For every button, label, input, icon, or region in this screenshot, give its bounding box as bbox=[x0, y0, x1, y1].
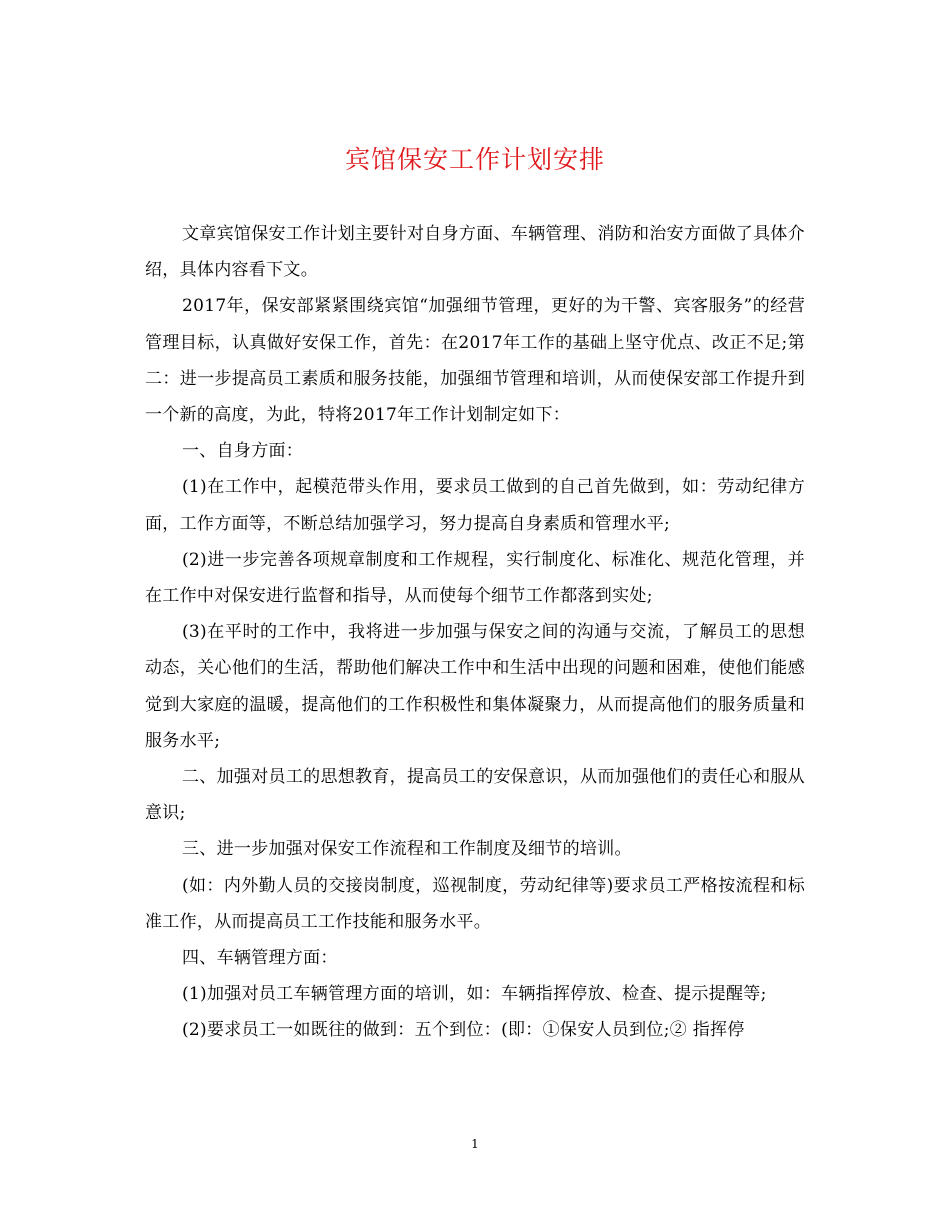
paragraph-self-1: (1)在工作中，起模范带头作用，要求员工做到的自己首先做到，如：劳动纪律方面，工作方面等，不断总结加强学习，努力提高自身素质和管理水平; bbox=[145, 477, 805, 534]
paragraph-training: 三、进一步加强对保安工作流程和工作制度及细节的培训。 bbox=[182, 839, 632, 860]
page-number: 1 bbox=[471, 1137, 479, 1151]
paragraph-intro: 文章宾馆保安工作计划主要针对自身方面、车辆管理、消防和治安方面做了具体介绍，具体内容看下文。 bbox=[145, 224, 805, 281]
document-body bbox=[145, 216, 805, 1049]
paragraph-goals: 2017年，保安部紧紧围绕宾馆“加强细节管理，更好的为干警、宾客服务”的经营管理目标，认真做好安保工作，首先：在2017年工作的基础上坚守优点、改正不足;第二：进一步提高员工素质和服务技能，加强细节管理和培训，从而使保安部工作提升到一个新的高度，为此，特将2017年工作计划制定如下： bbox=[145, 296, 805, 426]
heading-vehicle-management: 四、车辆管理方面： bbox=[182, 948, 338, 969]
paragraph-training-detail: (如：内外勤人员的交接岗制度，巡视制度，劳动纪律等)要求员工严格按流程和标准工作，从而提高员工工作技能和服务水平。 bbox=[145, 875, 805, 932]
paragraph-vehicle-1: (1)加强对员工车辆管理方面的培训，如：车辆指挥停放、检查、提示提醒等; bbox=[182, 984, 767, 1005]
paragraph-vehicle-2: (2)要求员工一如既往的做到：五个到位：(即：①保安人员到位;② 指挥停 bbox=[182, 1020, 745, 1041]
heading-self-aspect: 一、自身方面： bbox=[182, 441, 304, 462]
paragraph-self-3: (3)在平时的工作中，我将进一步加强与保安之间的沟通与交流，了解员工的思想动态，关心他们的生活，帮助他们解决工作中和生活中出现的问题和困难，使他们能感觉到大家庭的温暖，提高他们的工作积极性和集体凝聚力，从而提高他们的服务质量和服务水平; bbox=[145, 622, 805, 751]
paragraph-self-2: (2)进一步完善各项规章制度和工作规程，实行制度化、标准化、规范化管理，并在工作中对保安进行监督和指导，从而使每个细节工作都落到实处; bbox=[145, 549, 805, 607]
paragraph-ideological-education: 二、加强对员工的思想教育，提高员工的安保意识，从而加强他们的责任心和服从意识; bbox=[145, 767, 805, 824]
document-title: 宾馆保安工作计划安排 bbox=[344, 145, 605, 174]
